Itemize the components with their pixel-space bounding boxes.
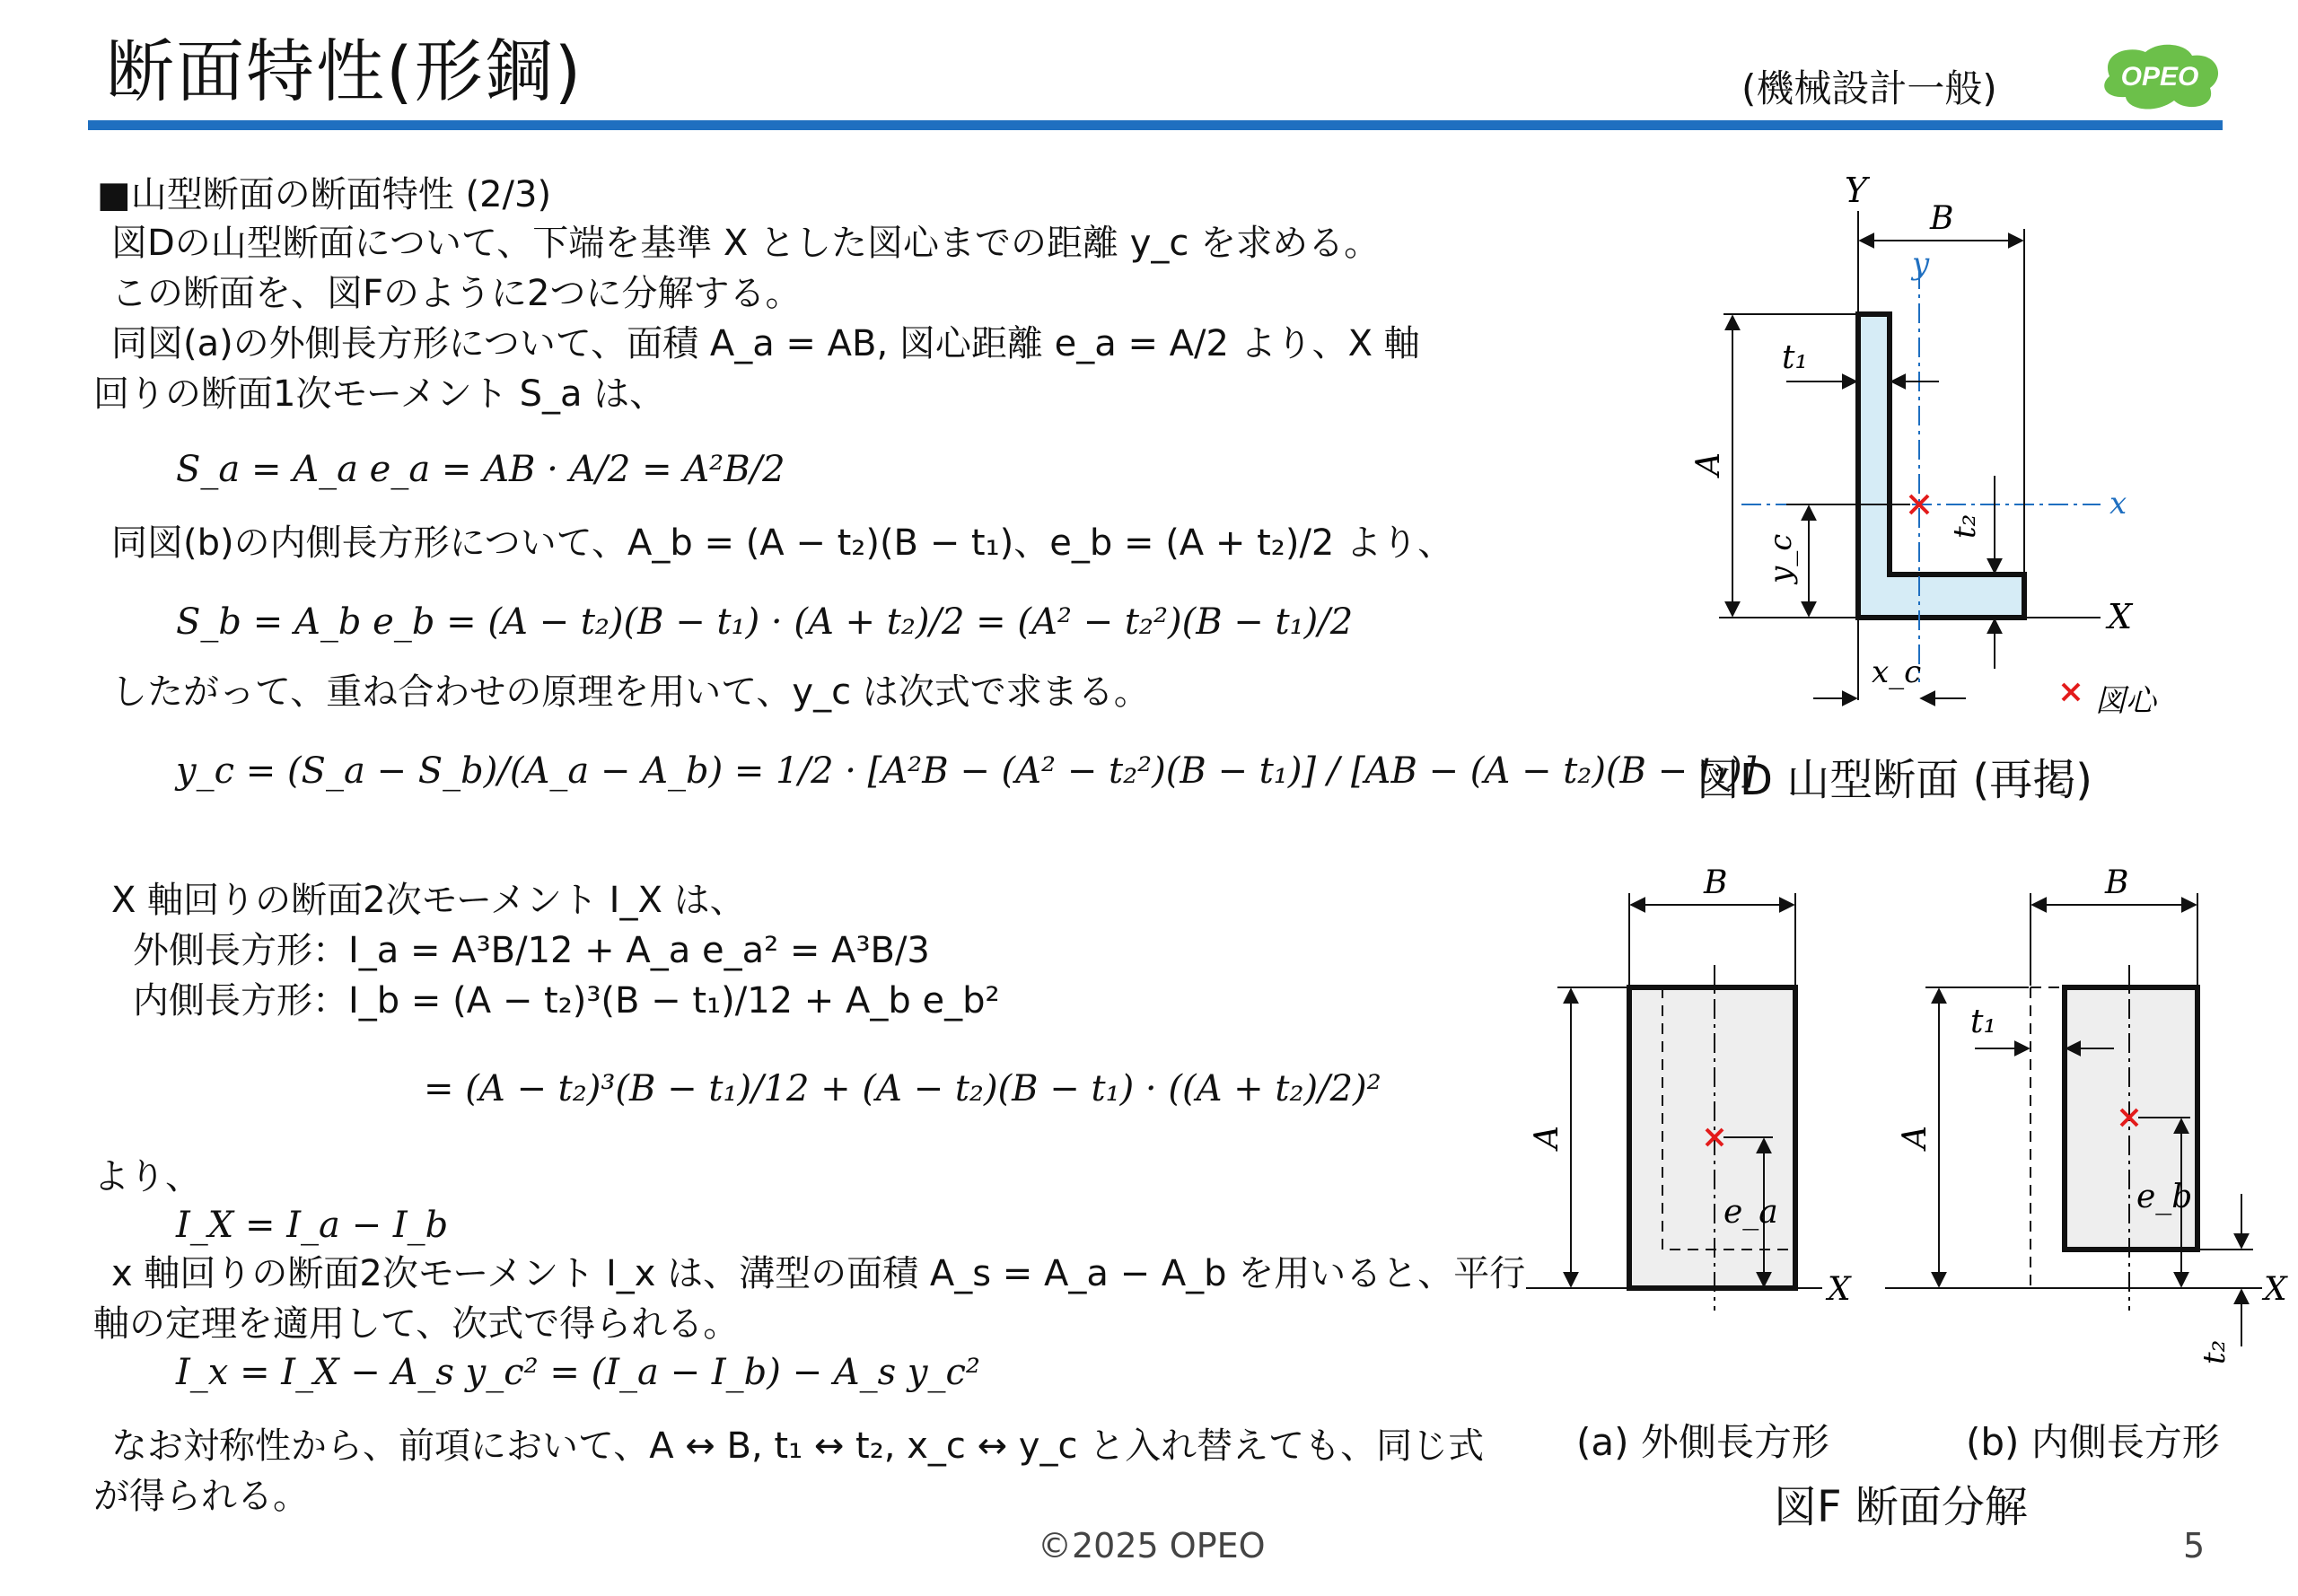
copyright-footer: ©2025 OPEO: [1038, 1526, 1266, 1565]
paragraph-7: より、: [93, 1156, 201, 1197]
paragraph-3b: 回りの断面1次モーメント S_a は、: [93, 373, 666, 415]
fig-d-label-A: A: [1690, 452, 1727, 476]
fig-f-a-label-X: X: [1828, 1271, 1851, 1308]
paragraph-2: この断面を、図Fのように2つに分解する。: [111, 273, 802, 314]
fig-d-label-yc: y_c: [1763, 533, 1799, 583]
fig-f-b-label-t1: t₁: [1970, 1004, 1996, 1040]
fig-f-b-label-A: A: [1897, 1126, 1934, 1149]
category-label: (機械設計一般): [1741, 66, 1997, 110]
paragraph-3a: 同図(a)の外側長方形について、面積 A_a = AB, 図心距離 e_a = A/2 より、X 軸: [111, 323, 1420, 364]
page-number: 5: [2183, 1526, 2206, 1565]
equation-ix-total: I_X = I_a − I_b: [176, 1205, 449, 1246]
equation-ib-expanded: = (A − t₂)³(B − t₁)/12 + (A − t₂)(B − t₁) · ((A + t₂)/2)²: [424, 1068, 1381, 1109]
fig-d-label-y: y: [1912, 246, 1930, 282]
paragraph-1: 図Dの山型断面について、下端を基準 X とした図心までの距離 y_c を求める。: [111, 223, 1381, 264]
equation-sa: S_a = A_a e_a = AB · A/2 = A²B/2: [176, 449, 785, 490]
equation-ib: 内側長方形：I_b = (A − t₂)³(B − t₁)/12 + A_b e_b²: [133, 980, 1000, 1022]
figure-d-angle-section: [1661, 162, 2217, 736]
fig-d-legend: 図心: [2095, 683, 2156, 719]
fig-d-label-t2: t₂: [1947, 513, 1983, 539]
fig-f-b-label-B: B: [2105, 864, 2129, 901]
fig-f-b-label-X: X: [2264, 1271, 2287, 1308]
opeo-logo: [2092, 36, 2226, 117]
figure-d-caption: 図D 山型断面 (再掲): [1697, 755, 2092, 805]
fig-f-a-label-B: B: [1704, 864, 1728, 901]
equation-yc: y_c = (S_a − S_b)/(A_a − A_b) = 1/2 · [A²B − (A² − t₂²)(B − t₁)] / [AB − (A − t₂)(B − t₁)]: [176, 750, 1757, 792]
paragraph-9a: なお対称性から、前項において、A ↔ B, t₁ ↔ t₂, x_c ↔ y_c と入れ替えても、同じ式: [111, 1425, 1485, 1467]
fig-f-a-label-ea: e_a: [1724, 1194, 1778, 1231]
figure-f-sub-b: (b) 内側長方形: [1966, 1420, 2220, 1464]
angle-section-shape: [1858, 314, 2024, 618]
fig-d-label-x: x: [2109, 486, 2127, 522]
paragraph-9b: が得られる。: [93, 1476, 309, 1517]
page-title: 断面特性(形鋼): [106, 31, 583, 111]
paragraph-4: 同図(b)の内側長方形について、A_b = (A − t₂)(B − t₁)、e_b = (A + t₂)/2 より、: [111, 522, 1454, 564]
figure-f-decomposition: [1508, 844, 2287, 1400]
paragraph-6: X 軸回りの断面2次モーメント I_X は、: [111, 880, 746, 921]
legend-centroid-mark: [2063, 684, 2079, 700]
figure-f-sub-a: (a) 外側長方形: [1576, 1420, 1829, 1464]
paragraph-5: したがって、重ね合わせの原理を用いて、y_c は次式で求まる。: [111, 671, 1150, 713]
fig-d-label-xc: x_c: [1872, 654, 1922, 690]
fig-f-b-label-t2: t₂: [2197, 1339, 2232, 1364]
header-rule: [88, 120, 2223, 130]
fig-d-label-X: X: [2108, 597, 2133, 636]
section-heading: ■山型断面の断面特性 (2/3): [97, 174, 552, 215]
fig-f-b-label-eb: e_b: [2136, 1179, 2193, 1215]
fig-d-label-t1: t₁: [1782, 339, 1808, 376]
paragraph-8b: 軸の定理を適用して、次式で得られる。: [93, 1303, 740, 1345]
paragraph-8a: x 軸回りの断面2次モーメント I_x は、溝型の面積 A_s = A_a − A_b を用いると、平行: [111, 1253, 1526, 1294]
figure-f-caption: 図F 断面分解: [1774, 1482, 2028, 1532]
logo-text: OPEO: [2120, 62, 2199, 92]
fig-f-a-label-A: A: [1529, 1126, 1566, 1149]
fig-d-label-Y: Y: [1845, 171, 1868, 210]
equation-sb: S_b = A_b e_b = (A − t₂)(B − t₁) · (A + t₂)/2 = (A² − t₂²)(B − t₁)/2: [176, 601, 1354, 643]
equation-ix-centroid: I_x = I_X − A_s y_c² = (I_a − I_b) − A_s y_c²: [176, 1352, 980, 1393]
fig-d-label-B: B: [1930, 200, 1954, 237]
equation-ia: 外側長方形：I_a = A³B/12 + A_a e_a² = A³B/3: [133, 930, 930, 971]
